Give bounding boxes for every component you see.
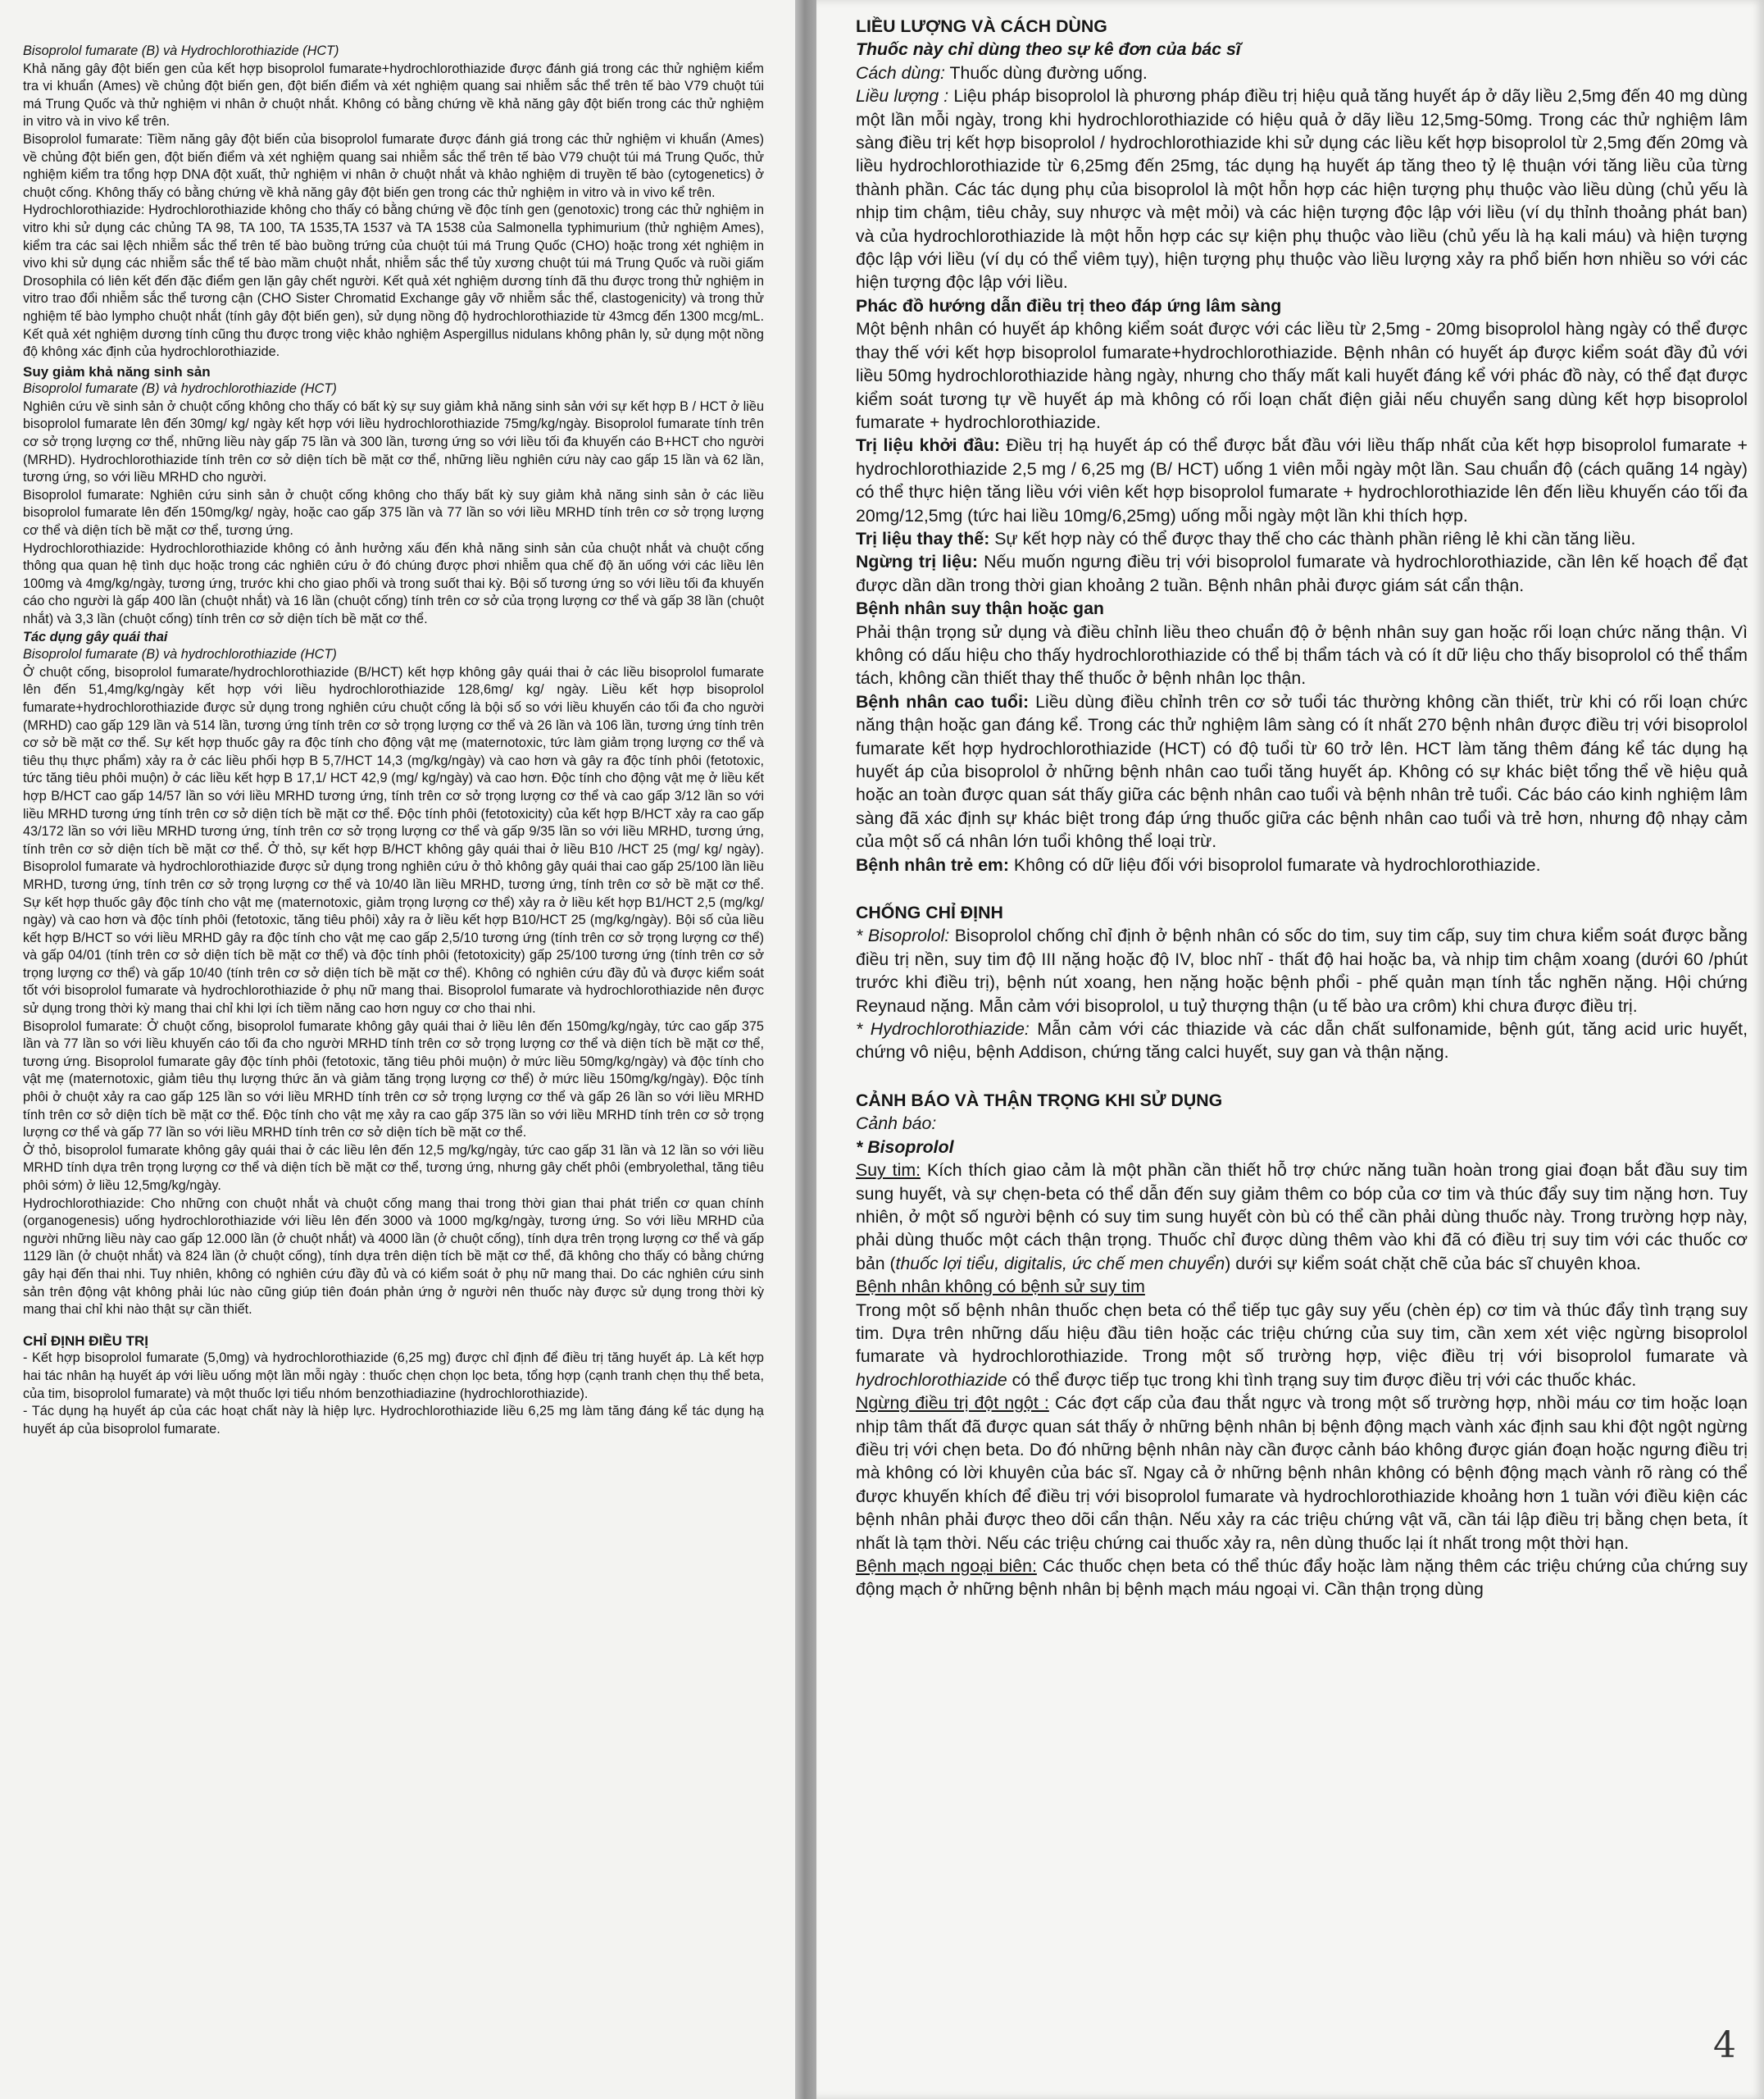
nohf-paragraph [856,1299,1748,1392]
heading-dosage: LIỀU LƯỢNG VÀ CÁCH DÙNG [856,16,1107,36]
stop-text: Nếu muốn ngưng điều trị với bisoprolol fumarate và hydrochlorothiazide, cần lên kế hoạch để đạt được dần dần trong thời gian khoảng 2 tuần. Bệnh nhân phải được giám sát cẩn thận. [856,552,1748,595]
hf-text-b: ) dưới sự kiểm soát chặt chẽ của bác sĩ chuyên khoa. [1225,1253,1641,1273]
left-page [0,0,795,2099]
children-label: Bệnh nhân trẻ em: [856,854,1009,875]
contra-bisoprolol [856,924,1748,1018]
warn-bisoprolol: * Bisoprolol [856,1136,954,1157]
stop-label: Ngừng trị liệu: [856,552,979,572]
page-gutter [795,0,816,2099]
subst-text: Sự kết hợp này có thể được thay thế cho các thành phần riêng lẻ khi cần tăng liều. [989,528,1636,549]
elderly-label: Bệnh nhân cao tuổi: [856,691,1030,712]
pvd-paragraph [856,1555,1748,1601]
contra-hct [856,1018,1748,1064]
left-p13: Hydrochlorothiazide: Cho những con chuột nhắt và chuột cống mang thai trong thời gian thai phát triển cơ quan chính (organogenesis) uống hydrochlorothiazide với liều lên đến 3000 và 1000 mg/kg/ngày, tương ứng. So với liều MRHD của người những liều này cao gấp 12.000 lần (ở chuột nhắt) và 4000 lần (ở chuột cống), tính dựa trên trọng lượng cơ thể và gấp 1129 lần (ở chuột nhắt) và 824 lần (ở chuột cống), tính dựa trên diện tích bề mặt cơ thể, đã không cho thấy có bằng chứng gây hại đến thai nhi. Tuy nhiên, không có nghiên cứu đầy đủ và có kiểm soát ở phụ nữ mang thai. Do các nghiên cứu sinh sản trên động vật không phải lúc nào cũng giúp tiên đoán phản ứng ở người nên thuốc này được sử dụng trong thời kỳ mang thai chỉ khi nào thật sự cần thiết. [23,1195,764,1318]
nohf-text-b: có thể được tiếp tục trong khi tình trạng suy tim được điều trị với các thuốc khác. [1007,1369,1637,1390]
left-p04: Hydrochlorothiazide: Hydrochlorothiazide không cho thấy có bằng chứng về độc tính gen (genotoxic) trong các thử nghiệm in vitro khi sử dụng các chủng TA 98, TA 100, TA 1535,TA 1537 và TA 1538 của Salmonella typhimurium (thử nghiệm Ames), kiểm tra các sai lệch nhiễm sắc thể trên tế bào buồng trứng của chuột túi má Trung Quốc (CHO) hoặc trong xét nghiệm in vivo khi sử dụng các nhiễm sắc thể tế bào mầm chuột nhắt, nhiễm sắc thể tủy xương chuột túi má Trung Quốc và ruồi giấm Drosophila có liên kết đến đặc điểm gen lặn gây chết người. Kết quả xét nghiệm dương tính đã thu được trong thử nghiệm in vitro trao đổi nhiễm sắc thể tương cận (CHO Sister Chromatid Exchange gây vỡ nhiễm sắc thể, clastogenicity) và trong thử nghiệm tế bào lympho chuột nhắt (tính gây đột biến gen), sử dụng nồng độ hydrochlorothiazide từ 43mcg đến 1300 mcg/mL. Kết quả xét nghiệm dương tính cũng thu được trong việc khảo nghiệm Aspergillus nidulans không phân ly, sử dụng một nồng độ không xác định của hydrochlorothiazide. [23,203,764,360]
heading-regimen: Phác đồ hướng dẫn điều trị theo đáp ứng lâm sàng [856,295,1282,316]
left-p06: Nghiên cứu về sinh sản ở chuột cống không cho thấy có bất kỳ sự suy giảm khả năng sinh sản với sự kết hợp B / HCT ở liều bisoprolol fumarate lên đến 30mg/ kg/ ngày kết hợp với liều hydrochlorothiazide 75mg/kg/ngày. Bisoprolol fumarate tính trên cơ sở trọng lượng cơ thể, những liều này gấp 75 lần và 300 lần, tương ứng so với liều tối đa khuyến cáo B+HCT cho người (MRHD). Hydrochlorothiazide tính trên cơ sở diện tích bề mặt cơ thể, những liều nghiên cứu này cao gấp 15 lần và 62 lần, tương ứng, so với liều MRHD cho người. [23,398,764,485]
left-p11: Bisoprolol fumarate: Ở chuột cống, bisoprolol fumarate không gây quái thai ở liều lên đến 150mg/kg/ngày, tức cao gấp 375 lần và 77 lần so với liều khuyến cáo tối đa cho người MRHD tính trên cơ sở trọng lượng cơ thể và diện tích bề mặt cơ thể, tương ứng. Bisoprolol fumarate gây độc tính phôi (fetotoxic, tăng tiêu phôi muộn) ở mức liều 50mg/kg/ngày) và độc tính cho vật mẹ (maternotoxic, giảm tiêu thụ lượng thức ăn và giảm tăng trọng lượng cơ thể) ở mức liều 150mg/kg/ngày). Độc tính phôi ở chuột xảy ra cao gấp 125 lần so với liều MRHD tính trên cơ sở trọng lượng cơ thể và gấp 26 lần so với liều MRHD tính trên cơ sở diện tích bề mặt cơ thể. Độc tính cho vật mẹ xảy ra cao gấp 375 lần so với liều MRHD tính trên cơ sở trọng lượng cơ thể và gấp 77 lần so với liều MRHD tính trên cơ sở diện tích bề mặt cơ thể. [23,1018,764,1141]
left-p12: Ở thỏ, bisoprolol fumarate không gây quái thai ở các liều lên đến 12,5 mg/kg/ngày, tức cao gấp 31 lần và 12 lần so với liều MRHD tính dựa trên trọng lượng cơ thể và diện tích bề mặt cơ thể, tương ứng, nhưng gây chết phôi (embryolethal, tăng tiêu phôi sớm) ở liều 12,5mg/kg/ngày. [23,1142,764,1193]
contra-h-text: Mẫn cảm với các thiazide và các dẫn chất sulfonamide, bệnh gút, tăng acid uric huyết, chứng vô niệu, bệnh Addison, chứng tăng calci huyết, suy gan và thận nặng. [856,1019,1748,1063]
heading-fertility: Suy giảm khả năng sinh sản [23,363,211,380]
right-page [816,0,1764,2099]
left-p14: - Kết hợp bisoprolol fumarate (5,0mg) và hydrochlorothiazide (6,25 mg) được chỉ định để điều trị tăng huyết áp. Là kết hợp hai tác nhân hạ huyết áp với liều uống một lần mỗi ngày : thuốc chẹn chọn lọc beta, tổng hợp (cạnh tranh chẹn thụ thể beta, của tim, bisoprolol fumarate) và một thuốc lợi tiểu nhóm benzothiadiazine (hydrochlorothiazide). [23,1350,764,1401]
hf-label: Suy tim: [856,1160,921,1181]
left-p01: Bisoprolol fumarate (B) và Hydrochlorothiazide (HCT) [23,43,339,58]
regimen-paragraph: Một bệnh nhân có huyết áp không kiểm soát được với các liều từ 2,5mg - 20mg bisoprolol hàng ngày có thể được thay thế với kết hợp bisoprolol fumarate+hydrochlorothiazide. Bệnh nhân có huyết áp được kiểm soát đầy đủ với liều 50mg hydrochlorothiazide hàng ngày, nhưng cho thấy mất kali huyết đáng kể với phác đồ này, có thể đạt được kiểm soát tương tự về huyết áp mà không có rối loạn chất điện giải nếu chuyển sang dùng kết hợp bisoprolol fumarate + hydrochlorothiazide. [856,319,1748,432]
dose-label: Liều lượng : [856,86,949,107]
rx-only-note: Thuốc này chỉ dùng theo sự kê đơn của bác sĩ [856,39,1241,60]
subst-paragraph [856,527,1748,550]
admin-label: Cách dùng: [856,62,945,83]
left-p07: Bisoprolol fumarate: Nghiên cứu sinh sản ở chuột cống không cho thấy bất kỳ suy giảm khả năng sinh sản ở các liều bisoprolol fumarate lên đến 150mg/kg/ ngày, hoặc cao gấp 375 lần và 77 lần so với liều MRHD tính trên cơ sở trọng lượng cơ thể và diện tích bề mặt cơ thể, tương ứng. [23,487,764,539]
left-p08: Hydrochlorothiazide: Hydrochlorothiazide không có ảnh hưởng xấu đến khả năng sinh sản của chuột nhắt và chuột cống thông qua quan hệ tình dục hoặc trong các nghiên cứu ở đó chúng được phơi nhiễm qua chế độ ăn uống với các liều lên 100mg và 4mg/kg/ngày, tương ứng, trước khi cho giao phối và trong suốt thai kỳ. Bội số tương ứng so với liều tối đa khuyến cáo cho người là gấp 400 lần (chuột nhắt) và 16 lần (chuột cống) tính trên cơ sở của trọng lượng cơ thể và gấp 38 lần (chuột nhắt) và 3,3 lần (chuột cống) tính trên cơ sở diện tích bề mặt cơ thể. [23,540,764,626]
contra-b-label: * Bisoprolol: [856,926,950,946]
elderly-paragraph [856,690,1748,854]
dose-text: Liệu pháp bisoprolol là phương pháp điều trị hiệu quả tăng huyết áp ở dãy liều 2,5mg đến 40 mg dùng một lần mỗi ngày, trong khi hydrochlorothiazide có hiệu quả ở dãy liều 12,5mg-50mg. Trong các thử nghiệm lâm sàng điều trị kết hợp bisoprolol / hydrochlorothiazide khi sử dụng các liều kết hợp bisoprolol từ 2,5mg đến 20mg và liều hydrochlorothiazide từ 6,25mg đến 25mg, tác dụng hạ huyết áp tăng theo tỷ lệ thuận với tăng liều của từng thành phần. Các tác dụng phụ của bisoprolol là một hỗn hợp các hiện tượng phụ thuộc vào liều dùng (chủ yếu là nhịp tim chậm, tiêu chảy, suy nhược và mệt mỏi) và các hiện tượng độc lập với liều (ví dụ thỉnh thoảng phát ban) và của hydrochlorothiazide là một hỗn hợp các sự kiện phụ thuộc vào liều (chủ yếu là hạ kali máu) và hiện tượng độc lập với liều (ví dụ có thể viêm tụy), hiện tượng phụ thuộc vào liều lượng xảy ra phổ biến hơn nhiều so với các hiện tượng độc lập với liều. [856,86,1748,293]
left-p09: Bisoprolol fumarate (B) và hydrochlorothiazide (HCT) [23,647,337,662]
abrupt-label: Ngừng điều trị đột ngột : [856,1393,1049,1414]
heading-warnings: CẢNH BÁO VÀ THẬN TRỌNG KHI SỬ DỤNG [856,1090,1223,1110]
left-p03: Bisoprolol fumarate: Tiềm năng gây đột biến của bisoprolol fumarate được đánh giá trong các thử nghiệm vi khuẩn (Ames) về chủng đột biến gen, đột biến điểm và xét nghiệm quang sai nhiễm sắc thể trên tế bào V79 chuột túi má Trung Quốc, thử nghiệm kiểm tra tổng hợp DNA đột xuất, thử nghiệm vi nhân ở chuột nhắt và khảo nghiệm di truyền tế bào (cytogenetics) ở chuột cống. Không thấy có bằng chứng về khả năng gây đột biến gen trong các thử nghiệm in vitro và in vivo kể trên. [23,131,764,200]
heading-indications: CHỈ ĐỊNH ĐIỀU TRỊ [23,1332,148,1349]
abrupt-paragraph [856,1391,1748,1555]
children-paragraph [856,854,1748,876]
subst-label: Trị liệu thay thế: [856,528,990,549]
stop-paragraph [856,550,1748,597]
dose-paragraph [856,84,1748,294]
heading-contraindications: CHỐNG CHỈ ĐỊNH [856,903,1003,923]
hf-text-italic: thuốc lợi tiểu, digitalis, ức chế men chuyển [895,1253,1225,1273]
page-number: 4 [1713,2024,1736,2066]
left-p02: Khả năng gây đột biến gen của kết hợp bisoprolol fumarate+hydrochlorothiazide được đánh giá trong các thử nghiệm kiểm tra vi khuẩn (Ames) về chủng đột biến gen, đột biến điểm và xét nghiệm quang sai nhiễm sắc thể trên tế bào V79 chuột túi má Trung Quốc và thử nghiệm vi nhân ở chuột nhắt. Không có bằng chứng về khả năng gây đột biến trong các thử nghiệm in vitro và in vivo kể trên. [23,61,764,130]
init-paragraph [856,434,1748,527]
nohf-text-italic: hydrochlorothiazide [856,1369,1007,1390]
elderly-text: Liều dùng điều chỉnh trên cơ sở tuổi tác thường không cần thiết, trừ khi có rối loạn chức năng thận hoặc gan đáng kể. Trong các thử nghiệm lâm sàng có ít nhất 270 bệnh nhân được điều trị với bisoprolol fumarate kết hợp hydrochlorothiazide (HCT) có độ tuổi từ 60 trở lên. HCT làm tăng thêm đáng kể tác dụng hạ huyết áp của bisoprolol ở những bệnh nhân cao tuổi tăng huyết áp. Không có sự khác biệt tổng thể về hiệu quả hoặc an toàn được quan sát thấy giữa các bệnh nhân cao tuổi và bệnh nhân trẻ tuổi. Các báo cáo kinh nghiệm lâm sàng đã xác định sự khác biệt trong đáp ứng thuốc giữa các bệnh nhân cao tuổi và trẻ hơn, nhưng độ nhạy cảm của một số cá nhân lớn tuổi không thể loại trừ. [856,691,1748,852]
pvd-label: Bệnh mạch ngoại biên: [856,1556,1037,1576]
hf-paragraph [856,1159,1748,1275]
left-p10: Ở chuột cống, bisoprolol fumarate/hydrochlorothiazide (B/HCT) kết hợp không gây quái thai ở các liều bisoprolol fumarate lên đến 51,4mg/kg/ngày kết hợp với liều hydrochlorothiazide 128,6mg/ kg/ ngày. Liều kết hợp bisoprolol fumarate+hydrochlorothiazide được sử dụng trong nghiên cứu chuột cống là bội số so với liều khuyến cáo tối đa cho người (MRHD) cao gấp 129 lần và 514 lần, tương ứng tính trên cơ sở trọng lượng cơ thể và 26 lần và 106 lần, tương ứng tính trên cơ sở bề mặt cơ thể. Sự kết hợp thuốc gây ra độc tính cho động vật mẹ (maternotoxic, tức làm giảm trọng lượng cơ thể và tiêu thụ thực phẩm) xảy ra ở các liều phối hợp B 5,7/HCT 14,3 (mg/kg/ngày) và cao hơn và gây ra độc tính phôi (fetotoxic, tức tăng tiêu phôi muộn) ở các liều kết hợp B 17,1/ HCT 42,9 (mg/ kg/ngày) và cao hơn. Độc tính cho động vật mẹ ở liều kết hợp B/HCT cao gấp 14/57 lần so với liều MRHD tương ứng, tính trên cơ sở trọng lượng cơ thể và cao gấp 3/12 lần so với liều MRHD tương ứng tính trên cơ sở diện tích bề mặt cơ thể. Độc tính phôi (fetotoxicity) của kết hợp B/HCT xảy ra cao gấp 43/172 lần so với liều MRHD tương ứng, tính trên cơ sở trọng lượng cơ thể và gấp 9/35 lần so với liều MRHD, tương ứng, tính trên cơ sở diện tích bề mặt cơ thể. Ở thỏ, sự kết hợp B/HCT không gây quái thai ở liều B10 /HCT 25 (mg/ kg/ ngày). Bisoprolol fumarate và hydrochlorothiazide được sử dụng trong nghiên cứu ở thỏ không gây quái thai cao gấp 25/100 lần liều MRHD, tương ứng, tính trên cơ sở trọng lượng cơ thể và 10/40 lần liều MRHD, tương ứng, tính trên cơ sở bề mặt cơ thể. Sự kết hợp thuốc gây độc tính cho vật mẹ (maternotoxic, giảm trọng lượng cơ thể) xảy ra ở liều kết hợp B1/HCT 2,5 (mg/kg/ ngày) và cao hơn và độc tính phôi (fetotoxic, tăng tiêu phôi) xảy ra ở liều kết hợp B10/HCT 25 (mg/kg/ngày). Bội số của liều kết hợp B/HCT so với liều MRHD gây ra độc tính cho vật mẹ cao gấp 2,5/10 tương ứng (tính trên cơ sở trọng lượng cơ thể) và gấp 04/01 (tính trên cơ sở diện tích bề mặt cơ thể) và độc tính phôi (fetotoxicity) gấp 25/100 tương ứng (tính trên cơ sở trọng lượng cơ thể) và gấp 10/40 (tính trên cơ sở diện tích bề mặt cơ thể). Không có nghiên cứu đầy đủ và được kiểm soát tốt với bisoprolol fumarate và hydrochlorothiazide ở phụ nữ mang thai. Bisoprolol fumarate và hydrochlorothiazide nên được sử dụng trong thời kỳ mang thai chỉ khi lợi ích tiềm năng cao hơn nguy cơ cho thai nhi. [23,664,764,1017]
warn-label: Cảnh báo: [856,1113,937,1134]
nohf-label: Bệnh nhân không có bệnh sử suy tim [856,1277,1145,1297]
children-text: Không có dữ liệu đối với bisoprolol fumarate và hydrochlorothiazide. [1008,854,1541,875]
init-text: Điều trị hạ huyết áp có thể được bắt đầu với liều thấp nhất của kết hợp bisoprolol fumarate + hydrochlorothiazide 2,5 mg / 6,25 mg (B/ HCT) uống 1 viên mỗi ngày một lần. Sau chuẩn độ (cách quãng 14 ngày) có thể thực hiện tăng liều với viên kết hợp bisoprolol fumarate + hydrochlorothiazide lên đến liều khuyến cáo tối đa 20mg/12,5mg (tức hai liều 10mg/6,25mg) uống mỗi ngày một lần khi thích hợp. [856,435,1748,526]
abrupt-text: Các đợt cấp của đau thắt ngực và trong một số trường hợp, nhồi máu cơ tim hoặc loạn nhịp tâm thất đã được quan sát thấy ở những bệnh nhân bị bệnh động mạch vành xác định sau khi đột ngột ngừng điều trị với chẹn beta. Do đó những bệnh nhân này cần được cảnh báo không được gián đoạn hoặc ngưng điều trị mà không có lời khuyên của bác sĩ. Ngay cả ở những bệnh nhân không có bệnh động mạch vành rõ ràng có thể được khuyến khích để điều trị với bisoprolol fumarate và hydrochlorothiazide khoảng hơn 1 tuần với điều kiện các bệnh nhân phải được theo dõi cẩn thận. Nếu xảy ra các triệu chứng vật vã, cần tái lập điều trị bằng chẹn beta, ít nhất là tạm thời. Nếu các triệu chứng cai thuốc xảy ra, nên dùng thuốc lại ít nhất trong một thời hạn. [856,1393,1748,1553]
contra-h-label: * Hydrochlorothiazide: [856,1019,1030,1040]
left-p05: Bisoprolol fumarate (B) và hydrochlorothiazide (HCT) [23,381,337,397]
heading-teratogenic: Tác dụng gây quái thai [23,629,168,644]
left-p15: - Tác dụng hạ huyết áp của các hoạt chất này là hiệp lực. Hydrochlorothiazide liều 6,25 mg làm tăng đáng kể tác dụng hạ huyết áp của bisoprolol fumarate. [23,1404,764,1437]
heading-renal: Bệnh nhân suy thận hoặc gan [856,599,1104,619]
init-label: Trị liệu khởi đầu: [856,435,1001,456]
contra-b-text: Bisoprolol chống chỉ định ở bệnh nhân có sốc do tim, suy tim cấp, suy tim chưa kiểm soát được bằng điều trị nền, suy tim độ III nặng hoặc độ IV, bloc nhĩ - thất độ hai hoặc ba, và nhịp tim chậm xoang (dưới 60 /phút trước khi điều trị), bệnh nút xoang, hen nặng hoặc bệnh phổi - phế quản mạn tính tắc nghẽn nặng. Hội chứng Reynaud nặng. Mẫn cảm với bisoprolol, u tuỷ thượng thận (u tế bào ưa crôm) khi chưa được điều trị. [856,926,1748,1016]
pvd-text: Các thuốc chẹn beta có thể thúc đẩy hoặc làm nặng thêm các triệu chứng của chứng suy động mạch ở những bệnh nhân bị bệnh mạch máu ngoại vi. Cần thận trọng dùng [856,1556,1748,1600]
nohf-text-a: Trong một số bệnh nhân thuốc chẹn beta có thể tiếp tục gây suy yếu (chèn ép) cơ tim và thúc đẩy tình trạng suy tim. Dựa trên những dấu hiệu đầu tiên hoặc các triệu chứng của suy tim, cần xem xét việc ngừng bisoprolol fumarate và hydrochlorothiazide. Trong một số trường hợp, việc điều trị với bisoprolol fumarate và [856,1300,1748,1367]
hf-text-a: Kích thích giao cảm là một phần cần thiết hỗ trợ chức năng tuần hoàn trong giai đoạn bắt đầu suy tim sung huyết, và sự chẹn-beta có thể dẫn đến suy giảm thêm co bóp của cơ tim và thúc đẩy suy tim nặng hơn. Tuy nhiên, ở một số người bệnh có suy tim sung huyết còn bù có thể cần phải dùng thuốc này. Trong trường hợp này, phải dùng thuốc một cách thận trọng. Thuốc chỉ được dùng thêm vào khi đã có điều trị suy tim với các thuốc cơ bản ( [856,1160,1748,1273]
admin-text: Thuốc dùng đường uống. [944,62,1148,83]
admin-paragraph [856,61,1748,84]
renal-paragraph: Phải thận trọng sử dụng và điều chỉnh liều theo chuẩn độ ở bệnh nhân suy gan hoặc rối loạn chức năng thận. Vì không có dấu hiệu cho thấy hydrochlorothiazide có thể bị thẩm tách và có ít dữ liệu cho thấy bisoprolol có thể thẩm tách, không cần thiết thay thế thuốc ở bệnh nhân lọc thận. [856,622,1748,689]
